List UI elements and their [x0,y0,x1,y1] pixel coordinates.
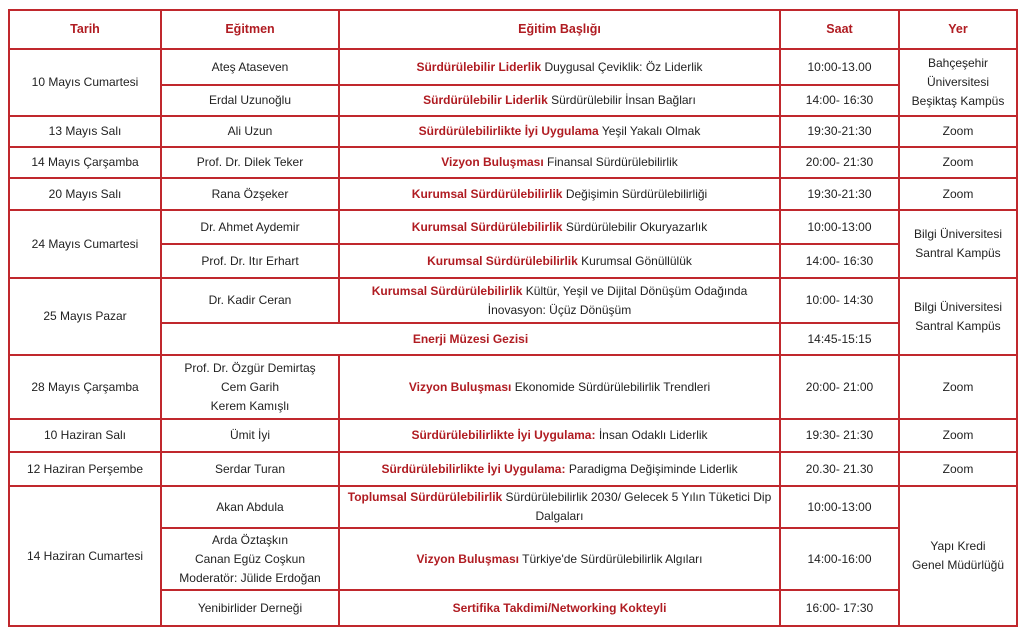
date-cell: 24 Mayıs Cumartesi [9,210,161,278]
title-cell [339,419,780,452]
title-highlight: Kurumsal Sürdürülebilirlik [411,186,563,201]
header-row [9,10,1017,49]
place-cell [899,486,1017,626]
title-cell [339,147,780,178]
table-row [9,278,1017,323]
table-row [9,85,1017,116]
time-cell: 20:00- 21:00 [780,355,899,419]
place-line: Bilgi Üniversitesi [913,299,1003,314]
table-row [9,210,1017,244]
place-cell: Zoom [899,452,1017,486]
place-cell [899,210,1017,278]
place-cell: Zoom [899,116,1017,147]
trainer-cell: Prof. Dr. Dilek Teker [161,147,339,178]
date-cell: 13 Mayıs Salı [9,116,161,147]
trainer-cell [161,528,339,590]
title-text: Sürdürülebilir İnsan Bağları [547,93,696,107]
time-cell: 19:30-21:30 [780,178,899,210]
table-row [9,147,1017,178]
trainer-line: Kerem Kamışlı [210,398,290,413]
date-cell: 14 Haziran Cumartesi [9,486,161,626]
title-highlight: Sürdürülebilir Liderlik [423,93,548,107]
schedule-sheet [8,9,1016,625]
title-cell [339,49,780,85]
trainer-cell: Dr. Ahmet Aydemir [161,210,339,244]
trainer-cell: Serdar Turan [161,452,339,486]
title-cell [339,244,780,278]
title-text: Sürdürülebilirlik 2030/ Gelecek 5 Yılın Tüketici Dip Dalgaları [502,490,772,523]
trainer-cell: Ali Uzun [161,116,339,147]
title-text: İnsan Odaklı Liderlik [595,428,708,442]
trainer-cell: Ümit İyi [161,419,339,452]
title-highlight: Vizyon Buluşması [441,155,544,169]
table-row [9,355,1017,419]
header-date: Tarih [9,10,161,49]
trainer-cell: Prof. Dr. Itır Erhart [161,244,339,278]
header-time: Saat [780,10,899,49]
time-cell: 10:00-13:00 [780,210,899,244]
trainer-cell: Akan Abdula [161,486,339,528]
title-text: Kültür, Yeşil ve Dijital Dönüşüm Odağında İnovasyon: Üçüz Dönüşüm [487,283,748,317]
time-cell: 20:00- 21:30 [780,147,899,178]
table-row [9,419,1017,452]
place-line: Üniversitesi [926,75,989,89]
title-text: Finansal Sürdürülebilirlik [543,155,678,169]
date-cell: 14 Mayıs Çarşamba [9,147,161,178]
trainer-cell: Erdal Uzunoğlu [161,85,339,116]
place-line: Bilgi Üniversitesi [913,227,1003,241]
title-highlight: Sertifika Takdimi/Networking Kokteyli [452,600,667,615]
title-cell [339,85,780,116]
place-line: Beşiktaş Kampüs [911,94,1005,108]
title-cell [339,486,780,528]
place-line: Bahçeşehir [927,56,989,70]
place-cell: Zoom [899,355,1017,419]
table-row [9,323,1017,355]
title-text: Değişimin Sürdürülebilirliği [562,186,708,201]
title-highlight: Vizyon Buluşması [416,551,519,566]
title-text: Yeşil Yakalı Olmak [598,124,701,138]
trainer-cell: Dr. Kadir Ceran [161,278,339,323]
title-highlight: Sürdürülebilirlikte İyi Uygulama: [411,428,596,442]
time-cell: 19:30- 21:30 [780,419,899,452]
trainer-cell: Ateş Ataseven [161,49,339,85]
time-cell: 16:00- 17:30 [780,590,899,626]
place-cell: Zoom [899,147,1017,178]
table-row [9,528,1017,590]
title-highlight: Vizyon Buluşması [408,379,512,394]
trainer-line: Canan Egüz Coşkun [194,551,306,566]
title-cell [339,590,780,626]
trainer-cell: Rana Özşeker [161,178,339,210]
place-line: Santral Kampüs [915,246,1001,260]
time-cell: 20.30- 21.30 [780,452,899,486]
event-title-cell: Enerji Müzesi Gezisi [161,323,780,355]
table-row [9,590,1017,626]
title-cell [339,452,780,486]
title-cell [339,210,780,244]
date-cell: 12 Haziran Perşembe [9,452,161,486]
table-row [9,452,1017,486]
title-text: Paradigma Değişiminde Liderlik [565,461,738,476]
title-text: Türkiye'de Sürdürülebilirlik Algıları [519,551,703,566]
time-cell: 14:45-15:15 [780,323,899,355]
time-cell: 14:00- 16:30 [780,85,899,116]
trainer-cell: Yenibirlider Derneği [161,590,339,626]
place-cell [899,278,1017,355]
place-line: Genel Müdürlüğü [911,558,1005,572]
time-cell: 14:00-16:00 [780,528,899,590]
time-cell: 14:00- 16:30 [780,244,899,278]
table-row [9,178,1017,210]
header-trainer: Eğitmen [161,10,339,49]
title-cell [339,528,780,590]
title-text: Ekonomide Sürdürülebilirlik Trendleri [511,379,711,394]
title-highlight: Toplumsal Sürdürülebilirlik [347,490,503,504]
date-cell: 10 Mayıs Cumartesi [9,49,161,116]
table-row [9,116,1017,147]
place-line: Yapı Kredi [930,539,986,553]
time-cell: 10:00-13:00 [780,486,899,528]
title-cell [339,278,780,323]
trainer-cell [161,355,339,419]
title-cell [339,355,780,419]
date-cell: 25 Mayıs Pazar [9,278,161,355]
title-text: Sürdürülebilir Okuryazarlık [562,219,708,234]
trainer-line: Cem Garih [220,379,279,394]
place-line: Santral Kampüs [915,318,1001,333]
place-cell [899,49,1017,116]
place-cell: Zoom [899,178,1017,210]
title-highlight: Kurumsal Sürdürülebilirlik [411,219,563,234]
title-cell [339,116,780,147]
trainer-line: Prof. Dr. Özgür Demirtaş [184,360,316,375]
title-highlight: Kurumsal Sürdürülebilirlik [427,253,578,268]
time-cell: 10:00- 14:30 [780,278,899,323]
table-row [9,49,1017,85]
trainer-line: Moderatör: Jülide Erdoğan [179,570,321,585]
title-text: Kurumsal Gönüllülük [577,253,692,268]
title-highlight: Sürdürülebilirlikte İyi Uygulama: [381,461,566,476]
title-text: Duygusal Çeviklik: Öz Liderlik [541,59,703,74]
time-cell: 19:30-21:30 [780,116,899,147]
title-highlight: Sürdürülebilir Liderlik [416,59,542,74]
table-row [9,486,1017,528]
title-highlight: Kurumsal Sürdürülebilirlik [371,283,523,298]
time-cell: 10:00-13.00 [780,49,899,85]
place-cell: Zoom [899,419,1017,452]
trainer-line: Arda Öztaşkın [211,532,289,547]
schedule-table [8,9,1018,627]
date-cell: 20 Mayıs Salı [9,178,161,210]
header-place: Yer [899,10,1017,49]
date-cell: 28 Mayıs Çarşamba [9,355,161,419]
header-title: Eğitim Başlığı [339,10,780,49]
date-cell: 10 Haziran Salı [9,419,161,452]
title-highlight: Sürdürülebilirlikte İyi Uygulama [418,124,599,138]
title-cell [339,178,780,210]
table-row [9,244,1017,278]
